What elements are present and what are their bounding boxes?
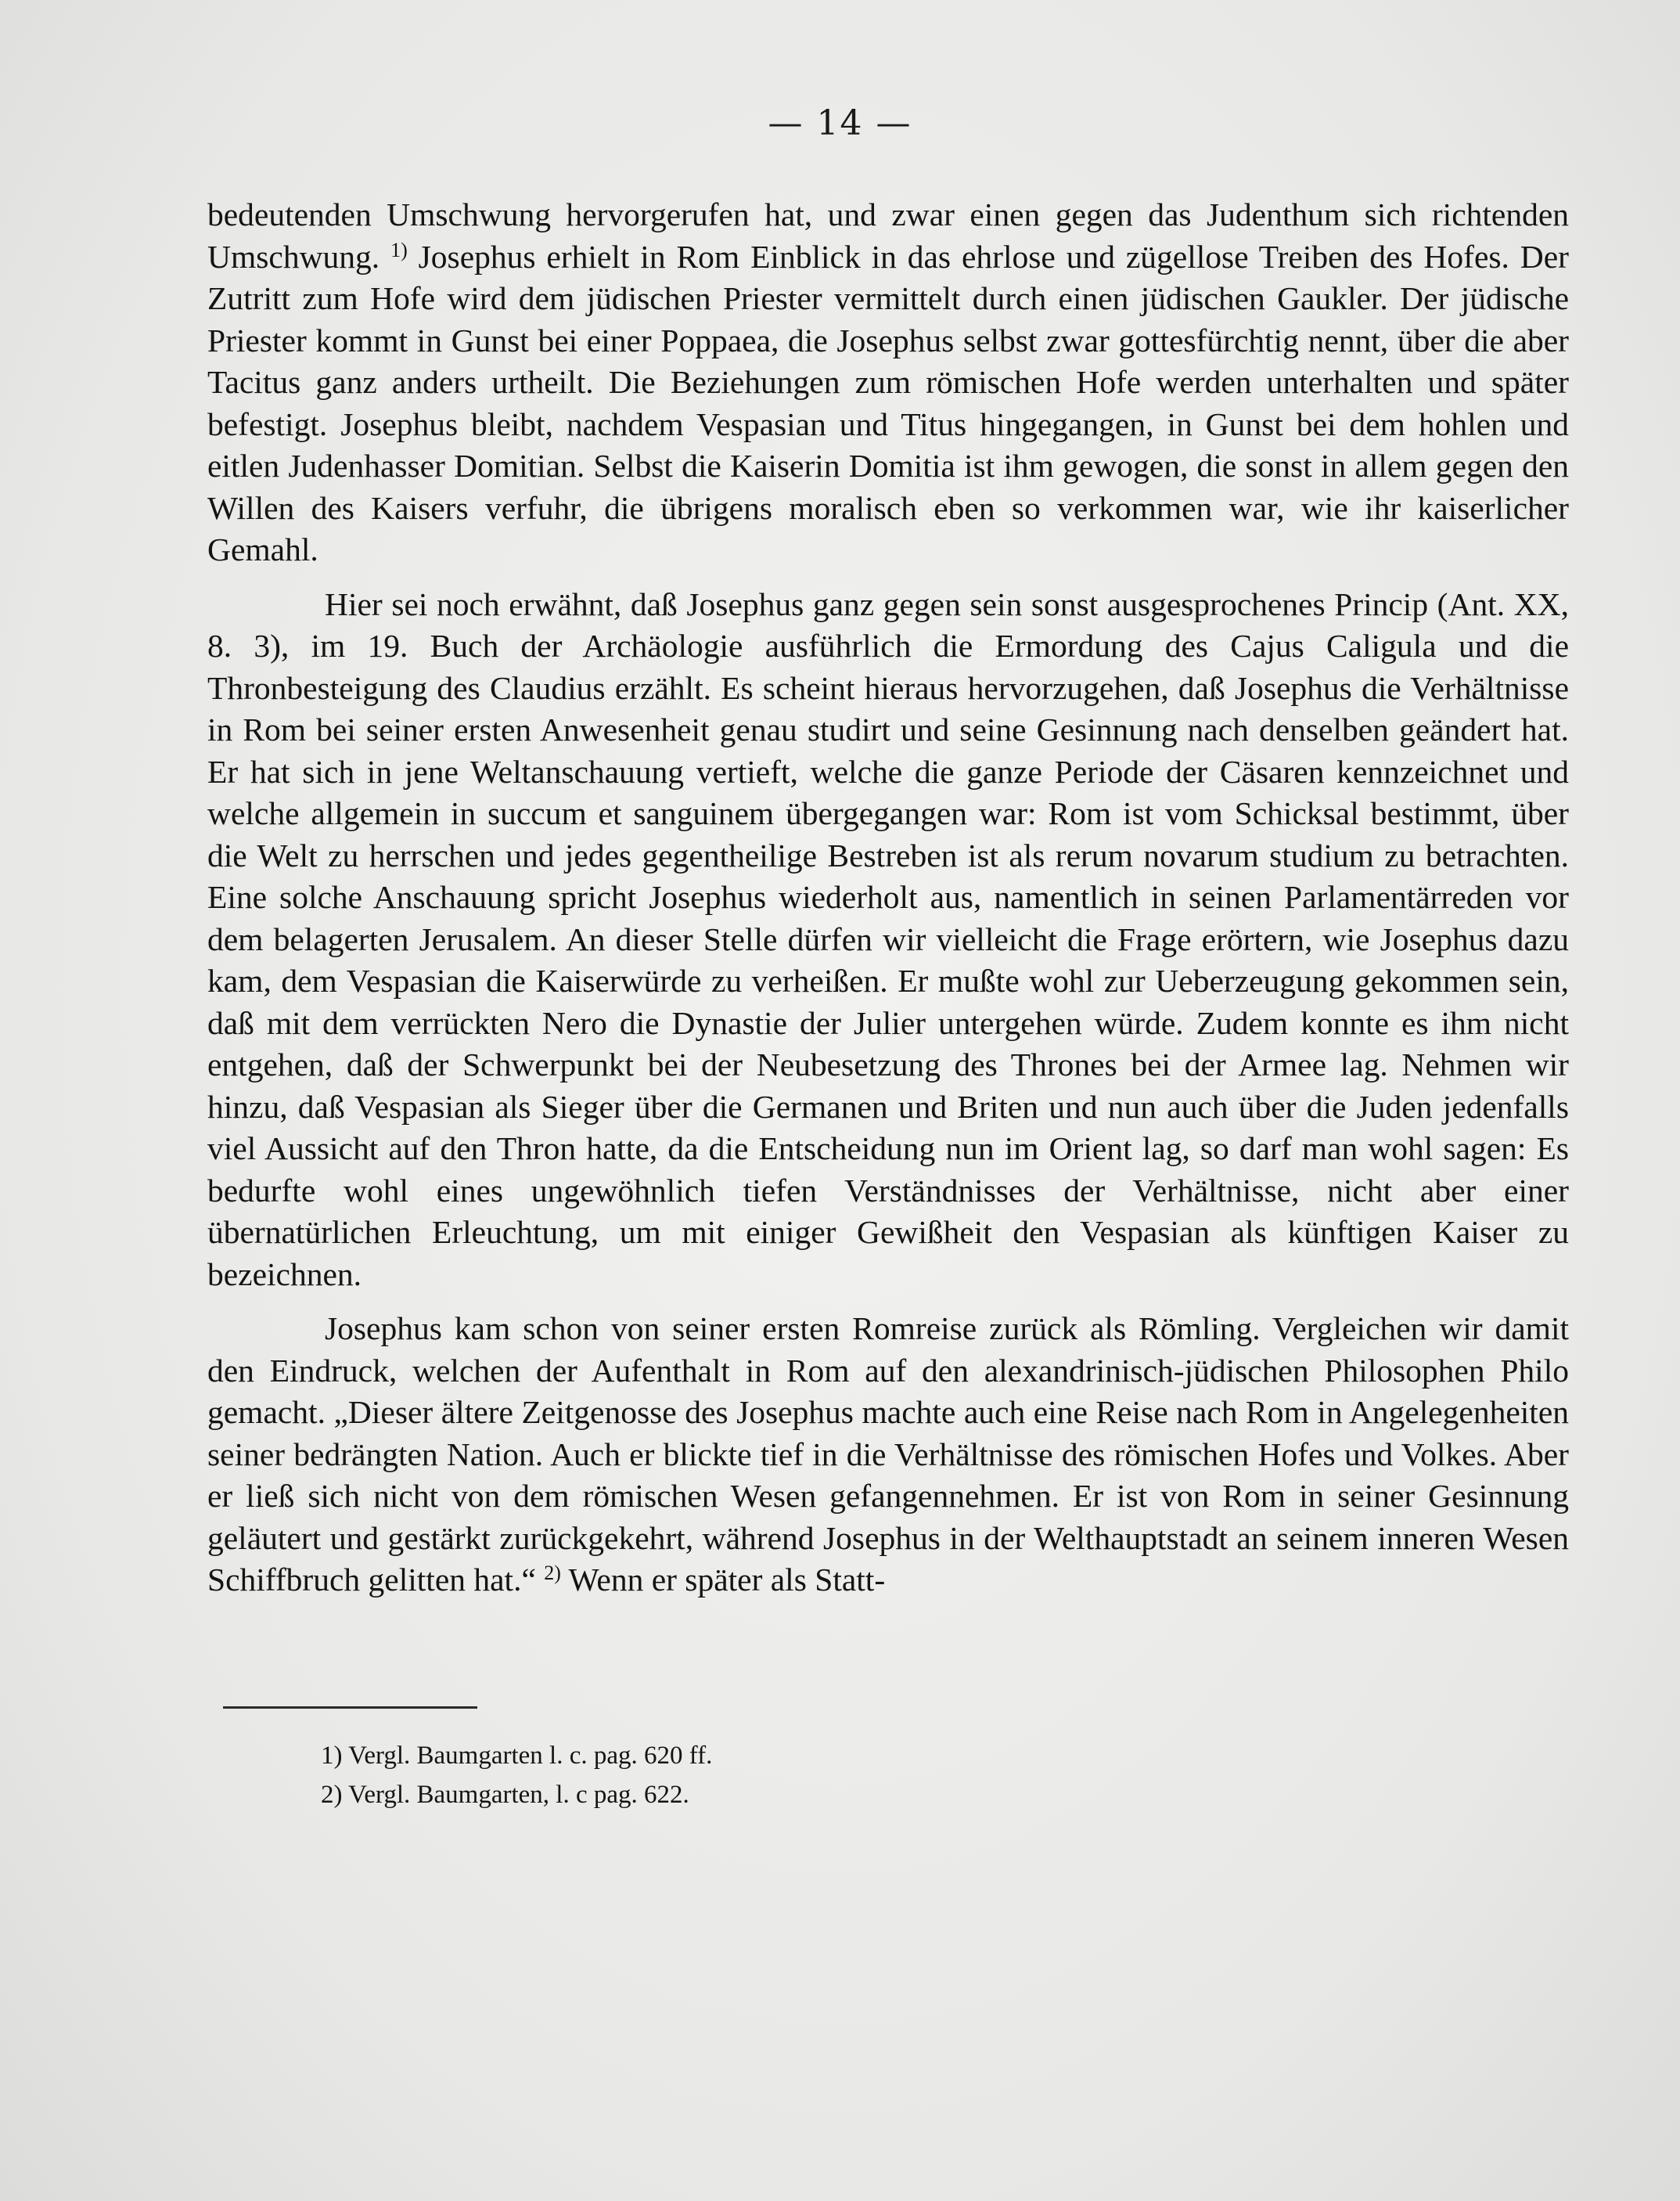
footnote-2: 2) Vergl. Baumgarten, l. c pag. 622.: [321, 1781, 689, 1809]
paragraph-1-continued: Josephus erhielt in Rom Einblick in das ehrlose und zügellose Treiben des Hofes. Der Zutritt zum Hofe wird dem jüdischen Priester vermittelt durch einen jüdischen Gaukler. Der jüdische Priester kommt in Gunst bei einer Poppaea, die Josephus selbst zwar gottesfürchtig nennt, über die aber Tacitus ganz anders urtheilt. Die Beziehungen zum römischen Hofe werden unterhalten und später befestigt. Josephus bleibt, nachdem Vespasian und Titus hingegangen, in Gunst bei dem hohlen und eitlen Judenhasser Domitian. Selbst die Kaiserin Domitia ist ihm gewogen, die sonst in allem gegen den Willen des Kaisers verfuhr, die übrigens moralisch eben so verkommen war, wie ihr kaiserlicher Gemahl.: [207, 238, 1569, 567]
paragraph-1-text: bedeutenden Umschwung hervorgerufen hat, und zwar einen gegen das Judenthum sich richtenden Umschwung.: [207, 196, 1569, 275]
paragraph-3-text: Josephus kam schon von seiner ersten Romreise zurück als Römling. Vergleichen wir damit den Eindruck, welchen der Aufenthalt in Rom auf den alexandrinisch-jüdischen Philosophen Philo gemacht. „Dieser ältere Zeitgenosse des Josephus machte auch eine Reise nach Rom in Angelegenheiten seiner bedrängten Nation. Auch er blickte tief in die Verhältnisse des römischen Hofes und Volkes. Aber er ließ sich nicht von dem römischen Wesen gefangennehmen. Er ist von Rom in seiner Gesinnung geläutert und gestärkt zurückgekehrt, während Josephus in der Welthauptstadt an seinem inneren Wesen Schiffbruch gelitten hat.“: [207, 1310, 1569, 1598]
footnote-1: 1) Vergl. Baumgarten l. c. pag. 620 ff.: [321, 1742, 713, 1770]
footnote-ref-2: 2): [544, 1562, 561, 1584]
paragraph-2-text: Hier sei noch erwähnt, daß Josephus ganz gegen sein sonst ausgesprochenes Princip (Ant. XX, 8. 3), im 19. Buch der Archäologie ausführlich die Ermordung des Cajus Caligula und die Thronbesteigung des Claudius erzählt. Es scheint hieraus hervorzugehen, daß Josephus die Verhältnisse in Rom bei seiner ersten Anwesenheit genau studirt und seine Gesinnung nach denselben geändert hat. Er hat sich in jene Weltanschauung vertieft, welche die ganze Periode der Cäsaren kennzeichnet und welche allgemein in succum et sanguinem übergegangen war: Rom ist vom Schicksal bestimmt, über die Welt zu herrschen und jedes gegentheilige Bestreben ist als rerum novarum studium zu betrachten. Eine solche Anschauung spricht Josephus wiederholt aus, namentlich in seinen Parlamentärreden vor dem belagerten Jerusalem. An dieser Stelle dürfen wir vielleicht die Frage erörtern, wie Josephus dazu kam, dem Vespasian die Kaiserwürde zu verheißen. Er mußte wohl zur Ueberzeugung gekommen sein, daß mit dem verrückten Nero die Dynastie der Julier untergehen würde. Zudem konnte es ihm nicht entgehen, daß der Schwerpunkt bei der Neubesetzung des Thrones bei der Armee lag. Nehmen wir hinzu, daß Vespasian als Sieger über die Germanen und Briten und nun auch über die Juden jedenfalls viel Aussicht auf den Thron hatte, da die Entscheidung nun im Orient lag, so darf man wohl sagen: Es bedurfte wohl eines ungewöhnlich tiefen Verständnisses der Verhältnisse, nicht aber einer übernatürlichen Erleuchtung, um mit einiger Gewißheit den Vespasian als künftigen Kaiser zu bezeichnen.: [207, 585, 1569, 1292]
paragraph-2: [207, 584, 1569, 1296]
body-text: [207, 194, 1569, 1614]
footnote-ref-1: 1): [390, 238, 408, 261]
paragraph-3: [207, 1308, 1569, 1601]
footnote-divider: [223, 1706, 477, 1709]
paragraph-1: [207, 194, 1569, 571]
footnotes: [321, 1736, 712, 1814]
page-number: — 14 —: [768, 103, 912, 143]
paragraph-3-continued: Wenn er später als Statt-: [560, 1562, 886, 1598]
